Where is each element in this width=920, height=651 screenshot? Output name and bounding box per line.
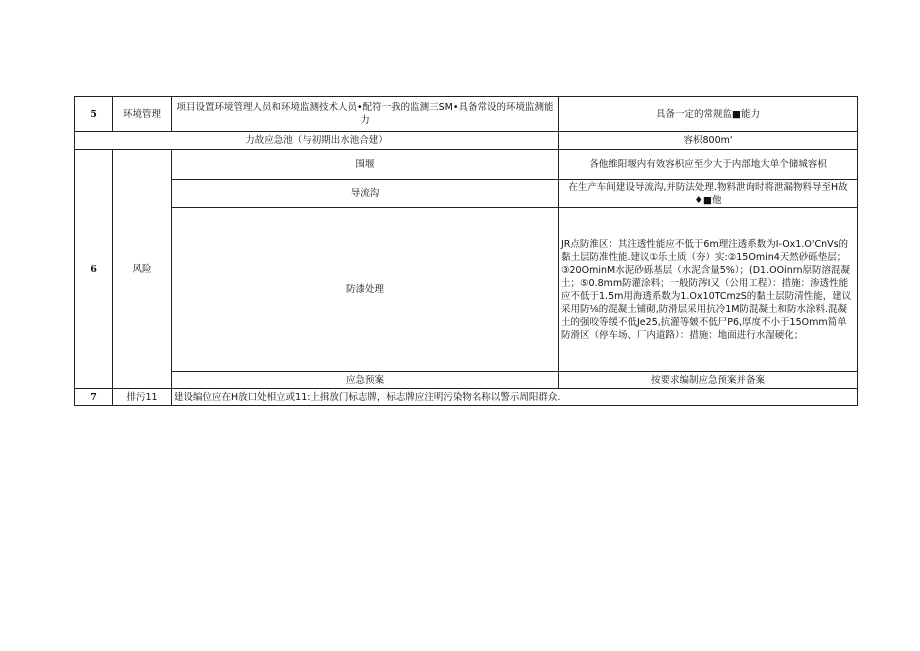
measure-cell: 容枳800m': [559, 132, 858, 150]
environment-measures-table: [74, 96, 858, 406]
category-cell: 环境管理: [113, 97, 172, 132]
row-number: 5: [75, 97, 113, 132]
table-row: [75, 208, 858, 372]
measure-cell: 在生产车间建设导流沟,并防法处理.物料泄询时将泄漏物料导至H故♦■他: [559, 180, 858, 208]
table-row: [75, 372, 858, 389]
category-cell: 排污11: [113, 389, 172, 406]
measure-cell: 具备一定的常规监■能力: [559, 97, 858, 132]
item-cell: 导流沟: [172, 180, 559, 208]
item-cell: 防漆处理: [172, 208, 559, 372]
table-row: [75, 389, 858, 406]
table-row: [75, 132, 858, 150]
category-cell: 风险: [113, 150, 172, 389]
measure-cell: 按要求编制应急预案并备案: [559, 372, 858, 389]
row-number: 7: [75, 389, 113, 406]
requirement-cell: 项目设置环境管理人员和环境监测技术人员•配符一我的监测三SM•具备常设的环境监测能力: [172, 97, 559, 132]
content-cell: 建设编位应在H放口处相立或11:上揖放门标志牌，标志牌应注明污染物名称以警示周阳群众.: [172, 389, 858, 406]
table-row: [75, 150, 858, 180]
table-row: [75, 180, 858, 208]
item-cell: 应急预案: [172, 372, 559, 389]
measure-cell: 各他维阳堰内有效容枳应至少大于内部地大单个储城容枳: [559, 150, 858, 180]
measure-cell: JR点防淮区：其注透性能应不低于6m理注透系数为I-Ox1.O'CnVs的黏土层防准性能.建议①乐土质（夯）实:②15Omin4天然砂砾垫层；③20OminM水泥砂砾基层（水泥含量5%）；(D1.OOinrn原防溶混凝土；⑤0.8mm防灌涂料；一般防涔I又（公用工程）：措施：渗透性能应不低于1.5m用海透系数为1.Ox10TCmzS的黏土层防清性能，建议采用防⅛的混凝土铺砌,防滑层采用抗冷1M防混凝土和防水涂料.混凝土的强咬等缓不低Je25,抗灌等皴不低尸P6,厚度不小于15Omm简单防滑区（停车场、厂内道路）：措施：地面进行水湿硬化；: [559, 208, 858, 372]
item-cell: 围堰: [172, 150, 559, 180]
item-cell: 力故应急池（与初期出水池合建）: [75, 132, 559, 150]
row-number: 6: [75, 150, 113, 389]
table-row: [75, 97, 858, 132]
